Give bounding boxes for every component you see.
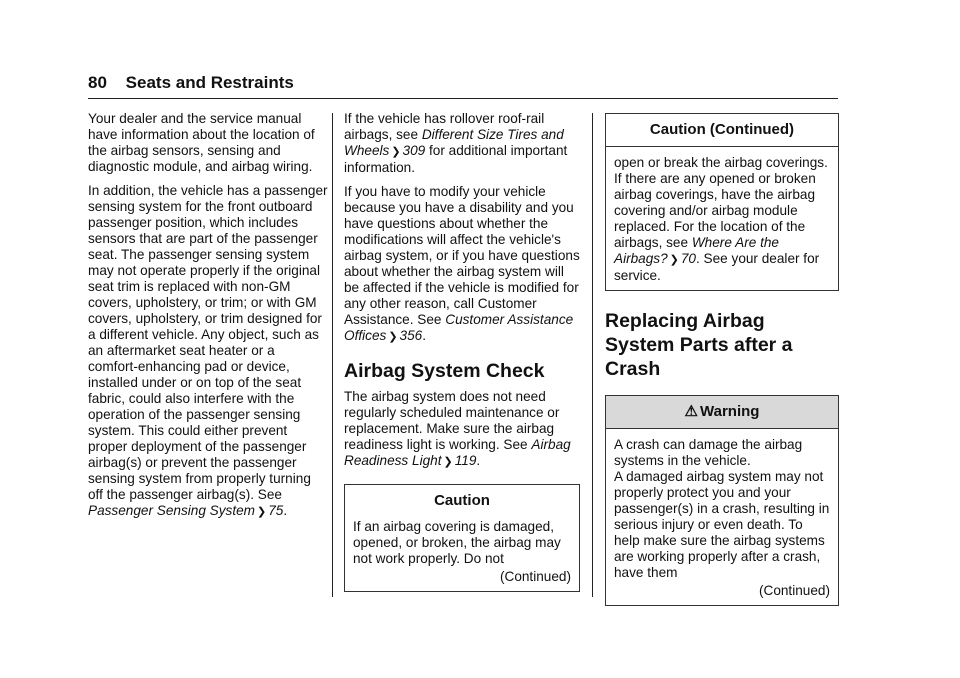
caution-body bbox=[345, 517, 579, 591]
page-ref-icon: ❯ bbox=[388, 331, 398, 343]
section-title: Seats and Restraints bbox=[125, 73, 294, 92]
cross-reference-link[interactable]: Different Size Tires and Wheels bbox=[344, 127, 564, 158]
column-divider-1 bbox=[332, 113, 333, 597]
column-3 bbox=[605, 111, 839, 606]
warning-header bbox=[606, 396, 838, 429]
warning-text: A crash can damage the airbag systems in the vehicle. bbox=[614, 437, 803, 468]
cross-reference-link[interactable]: Passenger Sensing System bbox=[88, 503, 255, 518]
paragraph bbox=[344, 111, 580, 176]
column-divider-2 bbox=[592, 113, 593, 597]
paragraph: Your dealer and the service manual have information about the location of the airbag sensors, sensing and diagnostic module, and airbag wiring. bbox=[88, 111, 315, 174]
section-heading: Replacing Airbag System Parts after a Crash bbox=[605, 310, 793, 380]
paragraph-text: If the vehicle has rollover roof-rail airbags, see bbox=[344, 111, 545, 142]
caution-text-part: . See your dealer for service. bbox=[614, 251, 820, 283]
caution-continued-body bbox=[606, 147, 838, 290]
paragraph-text: In addition, the vehicle has a passenger sensing system for the front outboard passenger position, which includes sensors that are part of the passenger seat. The passenger sensing system may not operate properly if the original seat trim is replaced with non-GM covers, upholstery, or trim; or with GM covers, upholstery, or trim designed for a different vehicle. Any object, such as an aftermarket seat heater or a comfort-enhancing pad or device, installed under or on top of the seat fabric, could also interfere with the operation of the passenger sensing system. This could either prevent proper deployment of the passenger airbag(s) or prevent the passenger sensing system from properly turning off the passenger airbag(s). See bbox=[88, 183, 328, 502]
paragraph bbox=[344, 184, 580, 345]
paragraph-text: for additional important information. bbox=[344, 143, 568, 175]
paragraph bbox=[344, 389, 580, 470]
cross-reference-link[interactable]: Where Are the Airbags? bbox=[614, 235, 779, 266]
paragraph-end: . bbox=[422, 328, 426, 343]
continued-label: (Continued) bbox=[499, 569, 571, 584]
paragraph-end: . bbox=[476, 453, 481, 468]
section-heading: Airbag System Check bbox=[344, 360, 545, 382]
cross-reference-link[interactable]: Airbag Readiness Light bbox=[344, 437, 571, 468]
page-ref-number[interactable]: 70 bbox=[680, 251, 696, 266]
paragraph-text: If you have to modify your vehicle because you have a disability and you have questions about whether the modifications will affect the vehicle's airbag system, or if you have questions about whether the airbag system will be affected if the vehicle is modified for any other reason, call Customer Assistance. See bbox=[344, 184, 580, 327]
paragraph-text: The airbag system does not need regularly scheduled maintenance or replacement. Make sure the airbag readiness light is working. See bbox=[344, 389, 560, 452]
page-ref-icon: ❯ bbox=[669, 254, 679, 266]
paragraph-end: . bbox=[283, 503, 288, 518]
warning-box bbox=[605, 395, 839, 606]
caution-title: Caution bbox=[434, 492, 490, 509]
caution-text-part: open or break the airbag coverings. If there are any opened or broken airbag coverings, have the airbag covering and/or airbag module replaced. For the location of the airbags, see bbox=[614, 155, 828, 250]
page-ref-number[interactable]: 75 bbox=[268, 503, 284, 518]
caution-continued-box bbox=[605, 113, 839, 291]
warning-triangle-icon: ⚠ bbox=[684, 403, 698, 420]
warning-body bbox=[606, 429, 838, 605]
warning-text: A damaged airbag system may not properly protect you and your passenger(s) in a crash, resulting in serious injury or even death. To help make sure the airbag systems are working properly after a crash, have them bbox=[614, 469, 830, 580]
warning-title: Warning bbox=[700, 403, 760, 420]
paragraph bbox=[88, 183, 328, 520]
page-ref-number[interactable]: 309 bbox=[402, 143, 426, 158]
caution-continued-title: Caution (Continued) bbox=[606, 114, 838, 147]
page-ref-icon: ❯ bbox=[257, 506, 267, 518]
page-ref-number[interactable]: 119 bbox=[454, 453, 477, 468]
column-1 bbox=[88, 111, 328, 528]
page-header bbox=[88, 73, 294, 93]
page-ref-number[interactable]: 356 bbox=[399, 328, 423, 343]
caution-text: If an airbag covering is damaged, opened, or broken, the airbag may not work properly. Do not bbox=[353, 519, 561, 566]
page-ref-icon: ❯ bbox=[391, 146, 401, 158]
header-rule bbox=[88, 98, 838, 99]
caution-box bbox=[344, 484, 580, 592]
continued-label: (Continued) bbox=[758, 583, 830, 598]
page-ref-icon: ❯ bbox=[443, 456, 453, 468]
column-2 bbox=[344, 111, 580, 592]
caution-text bbox=[614, 155, 830, 284]
cross-reference-link[interactable]: Customer Assistance Offices bbox=[344, 312, 574, 343]
page-number: 80 bbox=[88, 73, 107, 92]
